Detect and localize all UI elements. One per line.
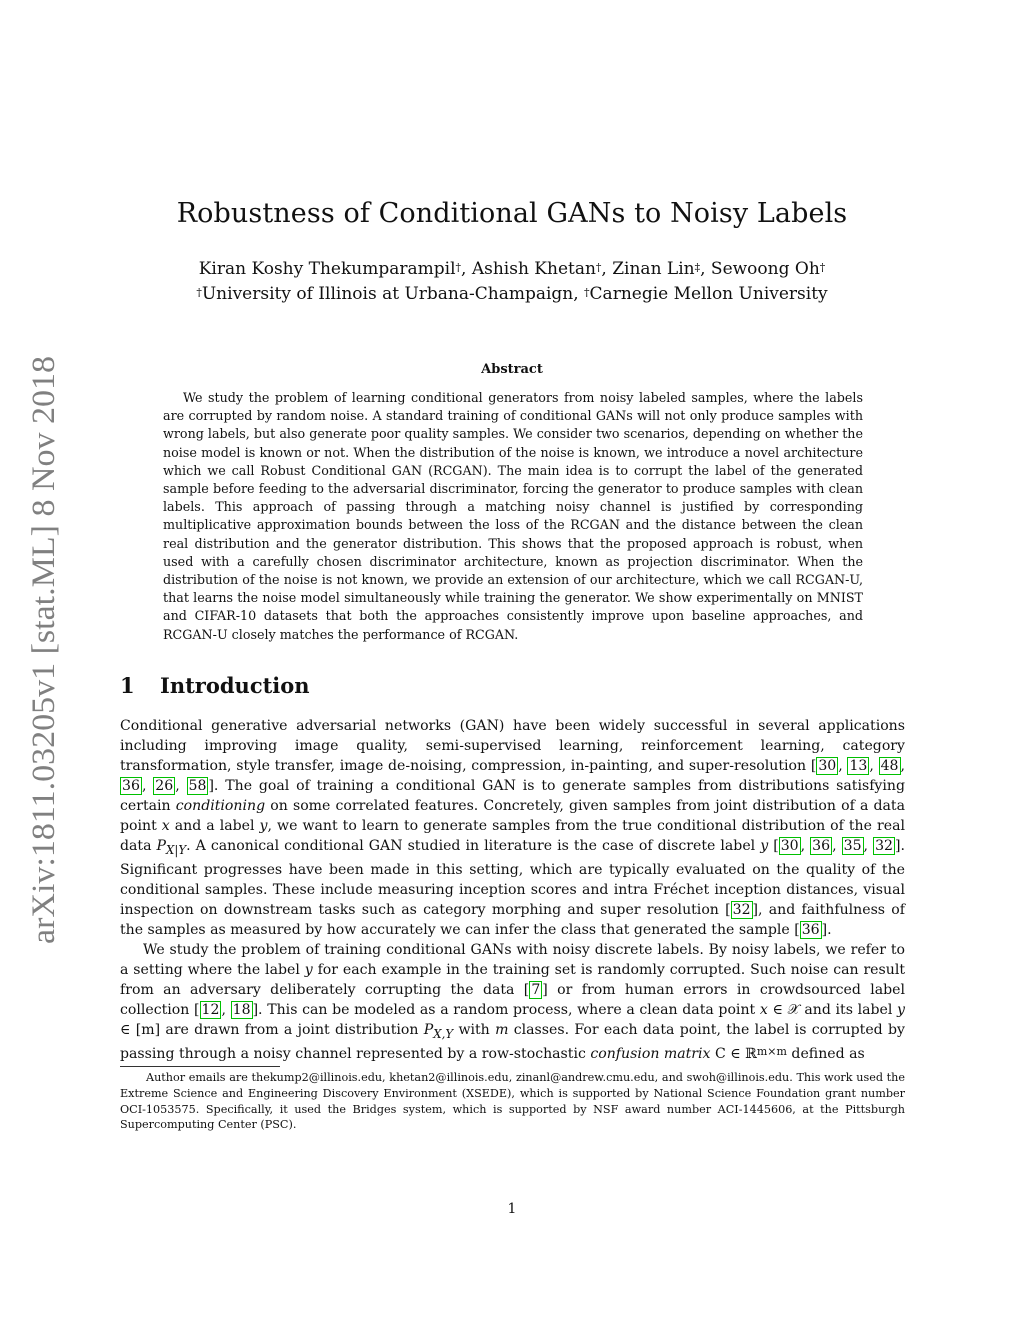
author-4: Sewoong Oh: [710, 259, 820, 279]
citation-link[interactable]: 30: [780, 838, 799, 854]
affiliation-mark: †: [584, 286, 590, 299]
footnote-divider: [120, 1066, 280, 1067]
citation-link[interactable]: 35: [843, 838, 862, 854]
citation-link[interactable]: 32: [732, 901, 751, 918]
affiliation-mark: ‡: [694, 261, 701, 274]
affiliations: [0, 282, 1024, 307]
section-title: Introduction: [160, 673, 310, 698]
citation-link[interactable]: 36: [801, 921, 820, 938]
emphasis: conditioning: [175, 798, 266, 814]
paper-title: Robustness of Conditional GANs to Noisy Labels: [176, 198, 848, 229]
footnote: Author emails are thekump2@illinois.edu, khetan2@illinois.edu, zinanl@andrew.cmu.edu, and swoh@illinois.edu. This work used the Extreme Science and Engineering Discovery Environment (XSEDE), which is supported by National Science Foundation grant number OCI-1053575. Specifically, it used the Bridges system, which is supported by NSF award number ACI-1445606, at the Pittsburgh Supercomputing Center (PSC).: [120, 1071, 905, 1132]
introduction-body: [120, 716, 905, 1064]
citation-link[interactable]: 12: [201, 1001, 220, 1018]
affiliation-mark: †: [455, 261, 462, 274]
affiliation-mark: †: [196, 286, 202, 299]
section-number: 1: [120, 673, 135, 698]
abstract-text: We study the problem of learning conditional generators from noisy labeled samples, where the labels are corrupted by random noise. A standard training of conditional GANs will not only produce samples with wrong labels, but also generate poor quality samples. We consider two scenarios, depending on whether the noise model is known or not. When the distribution of the noise is known, we introduce a novel architecture which we call Robust Conditional GAN (RCGAN). The main idea is to corrupt the label of the generated sample before feeding to the adversarial discriminator, forcing the generator to produce samples with clean labels. This approach of passing through a matching noisy channel is justified by corresponding multiplicative approximation bounds between the loss of the RCGAN and the distance between the clean real distribution and the generator distribution. This shows that the proposed approach is robust, when used with a carefully chosen discriminator architecture, known as projection discriminator. When the distribution of the noise is not known, we provide an extension of our architecture, which we call RCGAN-U, that learns the noise model simultaneously while training the generator. We show experimentally on MNIST and CIFAR-10 datasets that both the approaches consistently improve upon baseline approaches, and RCGAN-U closely matches the performance of RCGAN.: [163, 390, 863, 642]
abstract-heading: Abstract: [481, 362, 543, 377]
emphasis: confusion matrix: [590, 1045, 711, 1062]
affiliation-2: Carnegie Mellon University: [589, 284, 828, 304]
author-2: Ashish Khetan: [471, 259, 596, 279]
arxiv-identifier: [24, 355, 64, 945]
author-3: Zinan Lin: [612, 259, 695, 279]
arxiv-identifier-text: arXiv:1811.03205v1 [stat.ML] 8 Nov 2018: [26, 373, 62, 944]
citation-link[interactable]: 58: [188, 778, 207, 794]
affiliation-mark: †: [595, 261, 602, 274]
citation-link[interactable]: 26: [155, 778, 174, 794]
citation-link[interactable]: 30: [818, 758, 837, 774]
paragraph: Conditional generative adversarial networks (GAN) have been widely successful in several applications including improving image quality, semi-supervised learning, reinforcement learning, category transformation, style transfer, image de-noising, compression, in-painting, and super-resolution [ 30 , 13 , 48 , 36 , 26 , 58 ]. The goal of training a conditional GAN is to generate samples from distributions satisfying certain conditioning on some correlated features. Concretely, given samples from joint distribution of a data point x and a label y, we want to learn to generate samples from the true conditional distribution of the real data $P_{X|Y}$. A canonical conditional GAN studied in literature is the case of discrete label y [ 30 , 36 , 35 , 32 ]. Significant progresses have been made in this setting, which are typically evaluated on the quality of the conditional samples. These include measuring inception scores and intra Fréchet inception distances, visual inspection on downstream tasks such as category morphing and super resolution [ 32 ], and faithfulness of the samples as measured by how accurately we can infer the class that generated the sample [ 36 ].: [120, 718, 906, 938]
citation-link[interactable]: 32: [875, 838, 893, 854]
page-number: 1: [507, 1201, 517, 1217]
citation-link[interactable]: 7: [531, 981, 541, 998]
affiliation-1: University of Illinois at Urbana-Champaign,: [201, 284, 585, 304]
section-heading: [120, 673, 310, 698]
paragraph: We study the problem of training conditional GANs with noisy discrete labels. By noisy labels, we refer to a setting where the label y for each example in the training set is randomly corrupted. Such noise can result from an adversary deliberately corrupting the data [ 7 ] or from human errors in crowdsourced label collection [ 12 , 18 ]. This can be modeled as a random process, where a clean data point x ∈ 𝒳 and its label y ∈ [m] are drawn from a joint distribution $P_{X,Y}$ with m classes. For each data point, the label is corrupted by passing through a noisy channel represented by a row-stochastic confusion matrix C ∈ ℝ$^{m\times m}$ defined as: [120, 941, 906, 1062]
author-1: Kiran Koshy Thekumparampil: [198, 259, 456, 279]
affiliation-mark: †: [819, 261, 826, 274]
citation-link[interactable]: 48: [880, 758, 899, 774]
citation-link[interactable]: 36: [812, 838, 831, 854]
citation-link[interactable]: 36: [122, 778, 140, 794]
citation-link[interactable]: 18: [232, 1001, 251, 1018]
citation-link[interactable]: 13: [849, 758, 868, 774]
author-names: Kiran Koshy Thekumparampil†, Ashish Khetan†, Zinan Lin‡, Sewoong Oh†: [198, 259, 826, 279]
author-block: [0, 257, 1024, 307]
